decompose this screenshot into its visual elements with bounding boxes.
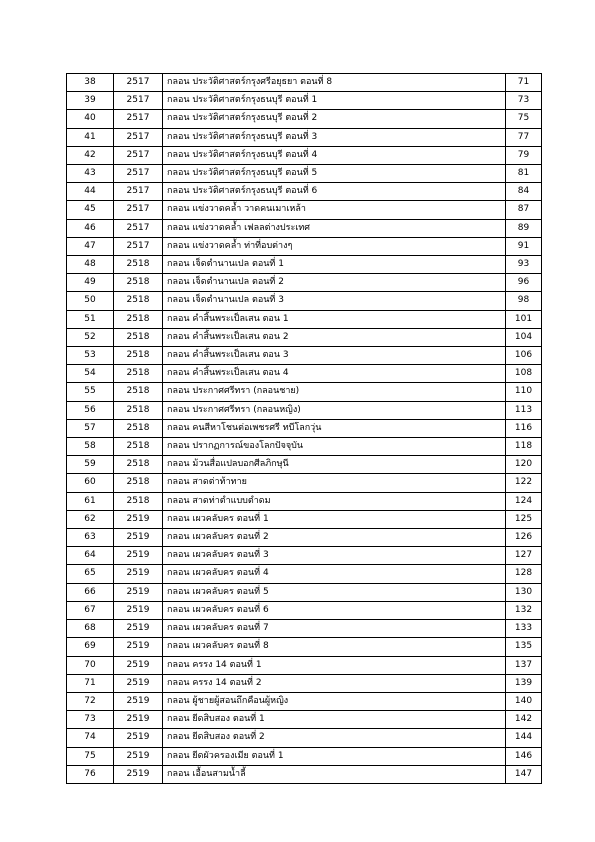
row-title-cell: กลอน ประวัติศาสตร์กรุงธนบุรี ตอนที่ 2	[163, 110, 506, 128]
row-title-cell: กลอน เอื้อนสามน้ำลี้	[163, 765, 506, 783]
table-row	[67, 237, 542, 255]
row-number-cell: 75	[67, 747, 114, 765]
table-row	[67, 474, 542, 492]
table-row	[67, 419, 542, 437]
table-row	[67, 74, 542, 92]
table-row	[67, 201, 542, 219]
row-number-cell: 68	[67, 620, 114, 638]
row-title-cell: กลอน แข่งวาดคล้ำ วาดคนเมาเหล้า	[163, 201, 506, 219]
row-number-cell: 53	[67, 347, 114, 365]
row-number-cell: 64	[67, 547, 114, 565]
table-row	[67, 401, 542, 419]
row-title-cell: กลอน เผวคลับคร ตอนที่ 5	[163, 583, 506, 601]
row-number-cell: 43	[67, 165, 114, 183]
row-title-cell: กลอน คำสิ้นพระเป็ลเสน ตอน 1	[163, 310, 506, 328]
row-title-cell: กลอน ประวัติศาสตร์กรุงธนบุรี ตอนที่ 6	[163, 183, 506, 201]
row-number-cell: 74	[67, 729, 114, 747]
row-page-cell: 96	[506, 274, 542, 292]
table-row	[67, 328, 542, 346]
row-title-cell: กลอน เผวคลับคร ตอนที่ 1	[163, 510, 506, 528]
row-year-cell: 2517	[114, 219, 163, 237]
row-page-cell: 73	[506, 92, 542, 110]
row-year-cell: 2519	[114, 656, 163, 674]
row-year-cell: 2518	[114, 492, 163, 510]
row-page-cell: 122	[506, 474, 542, 492]
row-number-cell: 46	[67, 219, 114, 237]
row-year-cell: 2519	[114, 674, 163, 692]
row-number-cell: 69	[67, 638, 114, 656]
table-row	[67, 219, 542, 237]
row-page-cell: 110	[506, 383, 542, 401]
table-row	[67, 565, 542, 583]
row-year-cell: 2517	[114, 110, 163, 128]
row-year-cell: 2518	[114, 383, 163, 401]
row-title-cell: กลอน สาดต่าท้าทาย	[163, 474, 506, 492]
row-page-cell: 87	[506, 201, 542, 219]
row-number-cell: 72	[67, 692, 114, 710]
row-number-cell: 54	[67, 365, 114, 383]
row-title-cell: กลอน ประวัติศาสตร์กรุงธนบุรี ตอนที่ 1	[163, 92, 506, 110]
row-page-cell: 124	[506, 492, 542, 510]
row-title-cell: กลอน ผู้ชายผู้สอนถึกคือนผู้หญิง	[163, 692, 506, 710]
row-title-cell: กลอน เจ็ดตำนานเปล ตอนที่ 1	[163, 256, 506, 274]
table-row	[67, 110, 542, 128]
row-number-cell: 52	[67, 328, 114, 346]
row-title-cell: กลอน เผวคลับคร ตอนที่ 8	[163, 638, 506, 656]
row-year-cell: 2518	[114, 328, 163, 346]
row-title-cell: กลอน ครรง 14 ตอนที่ 1	[163, 656, 506, 674]
row-page-cell: 93	[506, 256, 542, 274]
row-page-cell: 77	[506, 128, 542, 146]
row-page-cell: 89	[506, 219, 542, 237]
row-page-cell: 127	[506, 547, 542, 565]
table-row	[67, 383, 542, 401]
row-page-cell: 132	[506, 601, 542, 619]
row-year-cell: 2519	[114, 510, 163, 528]
row-title-cell: กลอน สาดท่าตำแบบตำดม	[163, 492, 506, 510]
table-row	[67, 692, 542, 710]
row-number-cell: 59	[67, 456, 114, 474]
row-page-cell: 125	[506, 510, 542, 528]
row-page-cell: 128	[506, 565, 542, 583]
table-row	[67, 547, 542, 565]
row-year-cell: 2518	[114, 274, 163, 292]
row-number-cell: 42	[67, 146, 114, 164]
row-year-cell: 2519	[114, 692, 163, 710]
row-page-cell: 146	[506, 747, 542, 765]
row-number-cell: 38	[67, 74, 114, 92]
row-title-cell: กลอน ครรง 14 ตอนที่ 2	[163, 674, 506, 692]
row-title-cell: กลอน ประวัติศาสตร์กรุงธนบุรี ตอนที่ 5	[163, 165, 506, 183]
row-year-cell: 2518	[114, 474, 163, 492]
row-page-cell: 137	[506, 656, 542, 674]
row-year-cell: 2517	[114, 183, 163, 201]
table-row	[67, 310, 542, 328]
row-title-cell: กลอน เจ็ดตำนานเปล ตอนที่ 3	[163, 292, 506, 310]
row-year-cell: 2517	[114, 128, 163, 146]
table-row	[67, 510, 542, 528]
row-year-cell: 2519	[114, 765, 163, 783]
row-title-cell: กลอน ม้วนสื่อแปลบอกศีลภิกษุนี	[163, 456, 506, 474]
row-number-cell: 50	[67, 292, 114, 310]
row-title-cell: กลอน ประวัติศาสตร์กรุงธนบุรี ตอนที่ 3	[163, 128, 506, 146]
row-number-cell: 44	[67, 183, 114, 201]
row-year-cell: 2519	[114, 583, 163, 601]
table-row	[67, 729, 542, 747]
row-number-cell: 73	[67, 711, 114, 729]
table-row	[67, 292, 542, 310]
row-page-cell: 104	[506, 328, 542, 346]
row-year-cell: 2517	[114, 165, 163, 183]
row-title-cell: กลอน เจ็ดตำนานเปล ตอนที่ 2	[163, 274, 506, 292]
row-number-cell: 63	[67, 529, 114, 547]
row-page-cell: 91	[506, 237, 542, 255]
row-number-cell: 49	[67, 274, 114, 292]
row-number-cell: 47	[67, 237, 114, 255]
row-year-cell: 2518	[114, 456, 163, 474]
row-year-cell: 2518	[114, 401, 163, 419]
row-page-cell: 140	[506, 692, 542, 710]
row-title-cell: กลอน เผวคลับคร ตอนที่ 4	[163, 565, 506, 583]
row-number-cell: 51	[67, 310, 114, 328]
row-year-cell: 2517	[114, 146, 163, 164]
table-row	[67, 92, 542, 110]
table-row	[67, 601, 542, 619]
row-year-cell: 2518	[114, 310, 163, 328]
table-row	[67, 656, 542, 674]
row-number-cell: 67	[67, 601, 114, 619]
row-number-cell: 60	[67, 474, 114, 492]
row-number-cell: 55	[67, 383, 114, 401]
row-title-cell: กลอน เผวคลับคร ตอนที่ 7	[163, 620, 506, 638]
row-page-cell: 98	[506, 292, 542, 310]
table-row	[67, 456, 542, 474]
row-page-cell: 81	[506, 165, 542, 183]
row-number-cell: 70	[67, 656, 114, 674]
table-row	[67, 529, 542, 547]
row-page-cell: 113	[506, 401, 542, 419]
row-year-cell: 2519	[114, 638, 163, 656]
row-number-cell: 41	[67, 128, 114, 146]
row-title-cell: กลอน ปรากฏการณ์ของโลกปัจจุบัน	[163, 438, 506, 456]
row-page-cell: 135	[506, 638, 542, 656]
row-number-cell: 45	[67, 201, 114, 219]
row-title-cell: กลอน ประวัติศาสตร์กรุงศรีอยุธยา ตอนที่ 8	[163, 74, 506, 92]
row-number-cell: 71	[67, 674, 114, 692]
row-page-cell: 147	[506, 765, 542, 783]
row-title-cell: กลอน เผวคลับคร ตอนที่ 6	[163, 601, 506, 619]
row-year-cell: 2517	[114, 201, 163, 219]
row-title-cell: กลอน คำสิ้นพระเป็ลเสน ตอน 2	[163, 328, 506, 346]
row-year-cell: 2518	[114, 292, 163, 310]
row-year-cell: 2517	[114, 237, 163, 255]
row-page-cell: 75	[506, 110, 542, 128]
row-year-cell: 2518	[114, 256, 163, 274]
row-title-cell: กลอน ยีดสิบสอง ตอนที่ 1	[163, 711, 506, 729]
row-title-cell: กลอน ยีดสิบสอง ตอนที่ 2	[163, 729, 506, 747]
row-number-cell: 57	[67, 419, 114, 437]
row-page-cell: 106	[506, 347, 542, 365]
table-row	[67, 365, 542, 383]
row-number-cell: 39	[67, 92, 114, 110]
row-page-cell: 120	[506, 456, 542, 474]
row-title-cell: กลอน คนสีหาโชนต่อเพชรศรี ทบีโลกวุ่น	[163, 419, 506, 437]
row-title-cell: กลอน แข่งวาดคล้ำ เฟลลต่างประเทศ	[163, 219, 506, 237]
row-year-cell: 2517	[114, 74, 163, 92]
table-row	[67, 747, 542, 765]
row-page-cell: 84	[506, 183, 542, 201]
row-page-cell: 101	[506, 310, 542, 328]
row-year-cell: 2518	[114, 419, 163, 437]
row-year-cell: 2517	[114, 92, 163, 110]
table-row	[67, 146, 542, 164]
table-row	[67, 347, 542, 365]
row-title-cell: กลอน คำสิ้นพระเป็ลเสน ตอน 4	[163, 365, 506, 383]
table-row	[67, 674, 542, 692]
index-table-body	[67, 74, 542, 784]
row-number-cell: 56	[67, 401, 114, 419]
row-number-cell: 48	[67, 256, 114, 274]
row-title-cell: กลอน ประกาศศรีทรา (กลอนชาย)	[163, 383, 506, 401]
row-number-cell: 66	[67, 583, 114, 601]
row-page-cell: 144	[506, 729, 542, 747]
table-row	[67, 620, 542, 638]
row-title-cell: กลอน เผวคลับคร ตอนที่ 2	[163, 529, 506, 547]
table-row	[67, 492, 542, 510]
row-page-cell: 126	[506, 529, 542, 547]
row-page-cell: 71	[506, 74, 542, 92]
row-number-cell: 61	[67, 492, 114, 510]
row-title-cell: กลอน แข่งวาดคล้ำ ท่าที่อบต่างๆ	[163, 237, 506, 255]
table-row	[67, 765, 542, 783]
table-row	[67, 274, 542, 292]
row-title-cell: กลอน ประกาศศรีทรา (กลอนหญิง)	[163, 401, 506, 419]
row-year-cell: 2519	[114, 529, 163, 547]
row-year-cell: 2519	[114, 565, 163, 583]
row-page-cell: 130	[506, 583, 542, 601]
row-title-cell: กลอน ประวัติศาสตร์กรุงธนบุรี ตอนที่ 4	[163, 146, 506, 164]
table-row	[67, 128, 542, 146]
row-year-cell: 2519	[114, 620, 163, 638]
table-row	[67, 438, 542, 456]
row-year-cell: 2519	[114, 601, 163, 619]
table-row	[67, 711, 542, 729]
table-row	[67, 638, 542, 656]
row-page-cell: 118	[506, 438, 542, 456]
row-title-cell: กลอน คำสิ้นพระเป็ลเสน ตอน 3	[163, 347, 506, 365]
row-page-cell: 116	[506, 419, 542, 437]
table-row	[67, 183, 542, 201]
index-table	[66, 73, 542, 784]
row-number-cell: 65	[67, 565, 114, 583]
row-page-cell: 133	[506, 620, 542, 638]
row-year-cell: 2519	[114, 729, 163, 747]
row-number-cell: 58	[67, 438, 114, 456]
row-title-cell: กลอน เผวคลับคร ตอนที่ 3	[163, 547, 506, 565]
table-row	[67, 583, 542, 601]
row-year-cell: 2519	[114, 547, 163, 565]
row-year-cell: 2518	[114, 365, 163, 383]
row-number-cell: 40	[67, 110, 114, 128]
row-year-cell: 2518	[114, 438, 163, 456]
row-page-cell: 108	[506, 365, 542, 383]
table-row	[67, 165, 542, 183]
row-number-cell: 76	[67, 765, 114, 783]
row-year-cell: 2518	[114, 347, 163, 365]
row-year-cell: 2519	[114, 747, 163, 765]
row-page-cell: 79	[506, 146, 542, 164]
table-row	[67, 256, 542, 274]
row-number-cell: 62	[67, 510, 114, 528]
row-page-cell: 142	[506, 711, 542, 729]
row-page-cell: 139	[506, 674, 542, 692]
row-year-cell: 2519	[114, 711, 163, 729]
row-title-cell: กลอน ยีดผัวครองเมีย ตอนที่ 1	[163, 747, 506, 765]
